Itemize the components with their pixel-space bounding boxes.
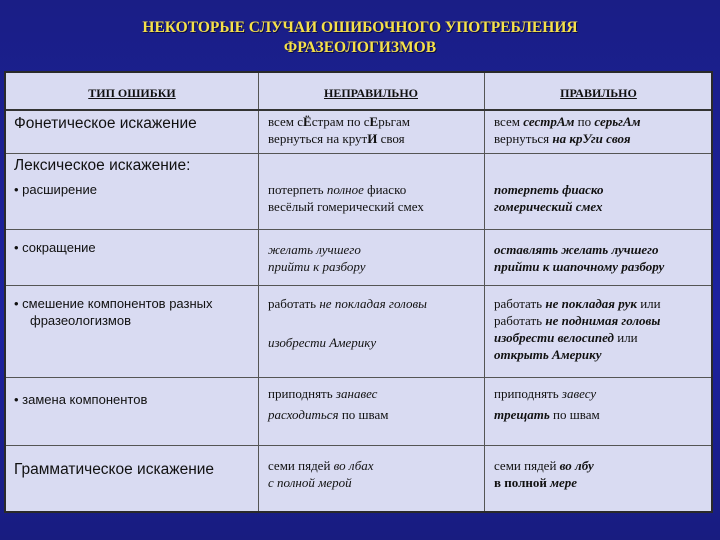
type-phonetic: Фонетическое искажение [14, 115, 197, 132]
row-divider [6, 377, 711, 378]
type-expansion: • расширение [14, 182, 97, 197]
type-grammatical: Грамматическое искажение [14, 461, 215, 478]
row-divider [6, 229, 711, 230]
right-reduction: оставлять желать лучшего прийти к шапочному разбору [494, 242, 665, 274]
row-divider [6, 445, 711, 446]
right-mixing: работать не покладая рук или работать не поднимая головы изобрести велосипед или открыть Америку [494, 296, 661, 362]
title-line-1: НЕКОТОРЫЕ СЛУЧАИ ОШИБОЧНОГО УПОТРЕБЛЕНИЯ [142, 19, 578, 36]
right-replacement: приподнять завесу трещать по швам [494, 386, 600, 422]
wrong-phonetic: всем сЁстрам по сЕрьгам вернуться на крутИ своя [268, 114, 410, 146]
header-type: ТИП ОШИБКИ [88, 86, 176, 100]
wrong-grammatical: семи пядей во лбах с полной мерой [268, 458, 374, 490]
wrong-reduction: желать лучшего прийти к разбору [268, 242, 366, 274]
type-mixing: • смешение компонентов разных фразеологизмов [14, 296, 213, 328]
header-wrong: НЕПРАВИЛЬНО [323, 86, 418, 100]
right-grammatical: семи пядей во лбу в полной мере [494, 458, 594, 490]
lexical-heading: Лексическое искажение: [14, 157, 191, 174]
wrong-mixing: работать не покладая головы изобрести Америку [268, 296, 427, 350]
wrong-expansion: потерпеть полное фиаско весёлый гомерический смех [268, 182, 424, 214]
slide-title [0, 18, 720, 58]
header-divider [6, 109, 711, 111]
header-right: ПРАВИЛЬНО [560, 86, 637, 100]
errors-table [4, 71, 713, 513]
title-line-2: ФРАЗЕОЛОГИЗМОВ [283, 39, 437, 56]
right-expansion: потерпеть фиаско гомерический смех [494, 182, 604, 214]
right-phonetic: всем сестрАм по серьгАм вернуться на крУги своя [494, 114, 641, 146]
type-replacement: • замена компонентов [14, 392, 148, 407]
type-reduction: • сокращение [14, 240, 96, 255]
row-divider [6, 285, 711, 286]
row-divider [6, 153, 711, 154]
wrong-replacement: приподнять занавес расходиться по швам [268, 386, 389, 422]
